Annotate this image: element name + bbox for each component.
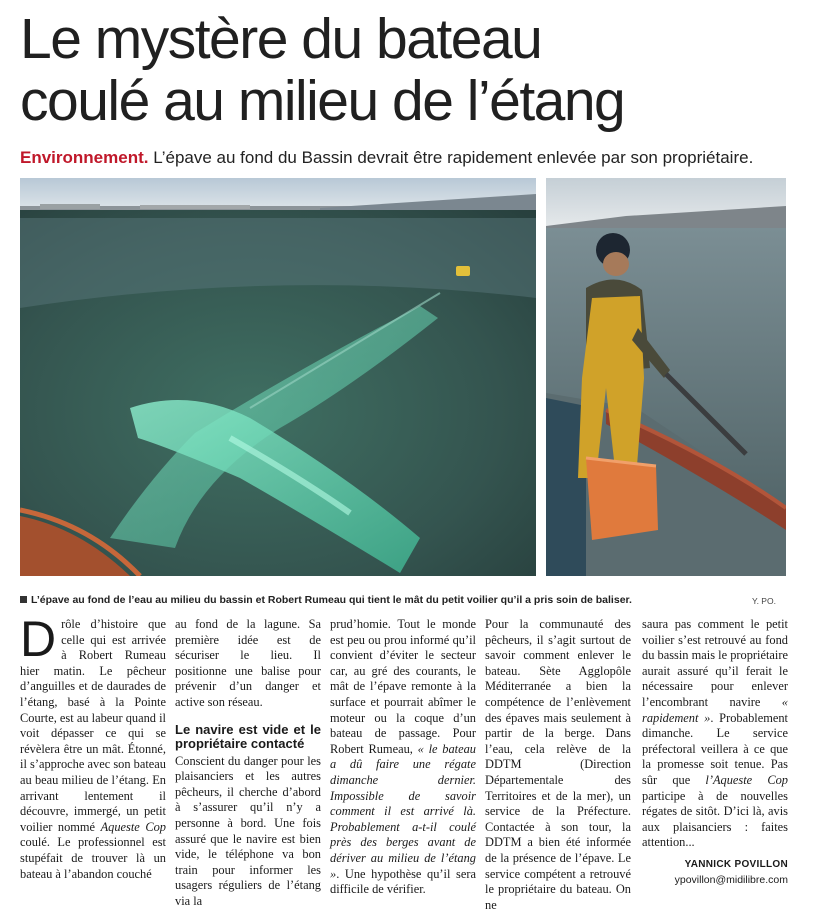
col2-text-a: au fond de la lagune. Sa première idée est de sécuriser le lieu. Il positionne une balise pour prévenir d’un danger et active son réseau. bbox=[175, 617, 321, 709]
fisherman-photo bbox=[546, 178, 786, 576]
photo-credit: Y. PO. bbox=[752, 596, 776, 606]
headline-line-1: Le mystère du bateau bbox=[20, 7, 542, 71]
quote-rumeau: « le bateau a dû faire une régate dimanche dernier. Impossible de savoir comment il est arrivé là. Probablement a-t-il coulé près des berges avant de dériver au milieu de l’étang » bbox=[330, 741, 476, 881]
author-email: ypovillon@midilibre.com bbox=[674, 873, 788, 886]
caption-bullet-icon bbox=[20, 596, 27, 603]
col5-text-b: . Probablement dimanche. Le service préfectoral veillera à ce que la promesse soit tenue. Pas sûr que bbox=[642, 710, 788, 787]
wreck-photo-image bbox=[20, 178, 536, 576]
standfirst-text: L’épave au fond du Bassin devrait être rapidement enlevée par son propriétaire. bbox=[148, 148, 754, 167]
headline bbox=[20, 8, 820, 132]
photo-caption bbox=[20, 594, 632, 606]
article-column-5 bbox=[642, 617, 788, 888]
article-column-2 bbox=[175, 617, 321, 910]
article-column-1 bbox=[20, 611, 166, 882]
boat-name-2: l’Aqueste Cop bbox=[705, 772, 788, 787]
fisherman-photo-image bbox=[546, 178, 786, 576]
author-name: YANNICK POVILLON bbox=[684, 858, 788, 870]
quote-rapidement: « rapidement » bbox=[642, 694, 788, 725]
wreck-photo bbox=[20, 178, 536, 576]
standfirst bbox=[20, 148, 753, 168]
article-column-4 bbox=[485, 617, 631, 913]
section-tag: Environnement. bbox=[20, 148, 149, 167]
col1-text-end: coulé. Le professionnel est stupéfait de trouver là un bateau à l’abandon couché bbox=[20, 835, 166, 881]
caption-text: L’épave au fond de l’eau au milieu du bassin et Robert Rumeau qui tient le mât du petit voilier qu’il a pris soin de baliser. bbox=[31, 594, 632, 606]
boat-name: Aqueste Cop bbox=[100, 819, 166, 834]
col3-text-b: . Une hypothèse qu’il sera difficile de vérifier. bbox=[330, 866, 476, 897]
col5-text-a: saura pas comment le petit voilier s’est retrouvé au fond du bassin mais le propriétaire aurait assuré qu’il ferait le nécessaire pour enlever l’encombrant navire bbox=[642, 617, 788, 709]
col2-text-b: Conscient du danger pour les plaisanciers et les autres pêcheurs, il cherche d’abord à s’assurer qu’il n’y a personne à bord. Une fois assuré que le navire est bien vide, le téléphone va bon train pour informer les usagers réguliers de l’étang via la bbox=[175, 753, 321, 908]
col3-text-a: prud’homie. Tout le monde est peu ou prou informé qu’il convient d’éviter le secteur car, au gré des courants, le mât de l’épave remonte à la surface et pourrait abîmer le moteur ou la coque d’un bateau de passage. Pour Robert Rumeau, bbox=[330, 617, 476, 756]
headline-line-2: coulé au milieu de l’étang bbox=[20, 69, 625, 133]
col1-text: rôle d’histoire que celle qui est arrivée à Robert Rumeau hier matin. Le pêcheur d’anguilles et de daurades de l’étang, basé à la Pointe Courte, est au labeur quand il voit dépasser ce qui se révèlera être un mât. Étonné, il s’approche avec son bateau au beau milieu de l’étang. En arrivant lentement il découvre, immergé, un petit voilier nommé bbox=[20, 617, 166, 834]
col5-text-c: participe à de nouvelles régates de sitôt. D’ici là, avis aux plaisanciers : faites attention... bbox=[642, 788, 788, 850]
col4-text: Pour la communauté des pêcheurs, il s’agit surtout de savoir comment enlever le bateau. Sète Agglopôle Méditerranée a bien la compétence de l’enlèvement des épaves mais seulement à partir de la berge. Dans l’eau, cela relève de la DDTM (Direction Départementale des Territoires et de la mer), un service de la Préfecture. Contactée à son tour, la DDTM a bien été informée de la présence de l’épave. Le service compétent a retrouvé le propriétaire du bateau. On ne bbox=[485, 617, 631, 912]
subheading: Le navire est vide et le propriétaire contacté bbox=[175, 721, 321, 752]
dropcap: D bbox=[20, 611, 57, 667]
